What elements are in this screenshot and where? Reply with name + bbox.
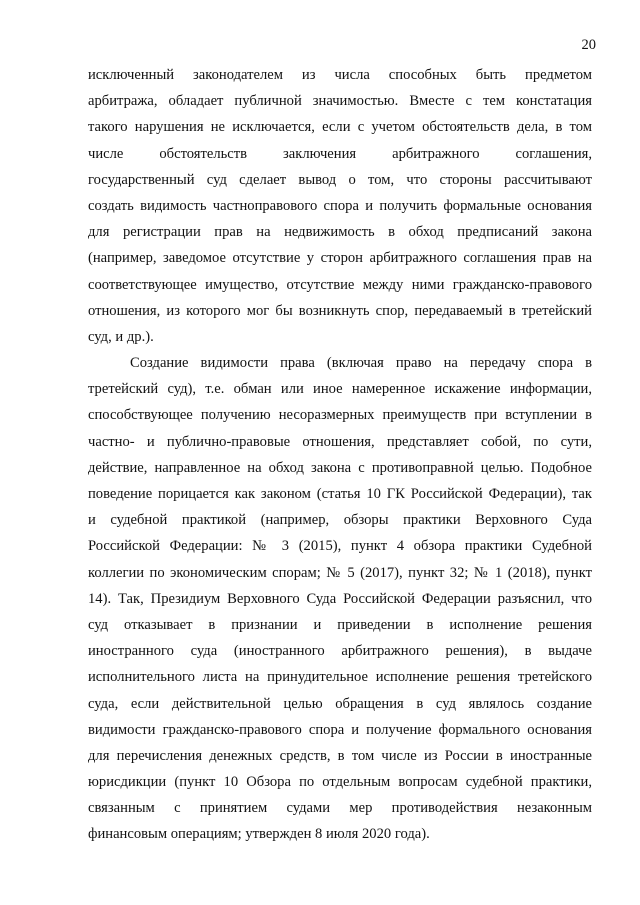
text-line: 14). Так, Президиум Верховного Суда Российской Федерации разъяснил, что <box>88 590 592 607</box>
text-line: такого нарушения не исключается, если с учетом обстоятельств дела, в том <box>88 119 592 136</box>
text-line: действие, направленное на обход закона с противоправной целью. Подобное <box>88 459 592 476</box>
text-line: юрисдикции (пункт 10 Обзора по отдельным вопросам судебной практики, <box>88 774 592 791</box>
text-line: видимости гражданско-правового спора и получение формального основания <box>88 721 592 738</box>
text-line: поведение порицается как законом (статья 10 ГК Российской Федерации), так <box>88 486 592 502</box>
text-line: (например, заведомое отсутствие у сторон арбитражного соглашения прав на <box>88 250 592 267</box>
page-number: 20 <box>581 37 596 53</box>
text-line: коллегии по экономическим спорам; № 5 (2017), пункт 32; № 1 (2018), пункт <box>88 564 592 581</box>
text-line: создать видимость частноправового спора и получить формальные основания <box>88 197 592 214</box>
text-line: Создание видимости права (включая право на передачу спора в <box>130 355 592 372</box>
paragraph-1 <box>88 62 592 350</box>
text-line: Российской Федерации: № 3 (2015), пункт 4 обзора практики Судебной <box>88 538 592 555</box>
text-line: соответствующее имущество, отсутствие между ними гражданско-правового <box>88 276 592 293</box>
text-line: для перечисления денежных средств, в том числе из России в иностранные <box>88 747 592 764</box>
text-line: исполнительного листа на принудительное исполнение решения третейского <box>88 669 592 686</box>
text-line: финансовым операциям; утвержден 8 июля 2020 года). <box>88 826 430 843</box>
document-body <box>88 62 592 848</box>
text-line: исключенный законодателем из числа способных быть предметом <box>88 67 592 83</box>
text-line: третейский суд), т.е. обман или иное намеренное искажение информации, <box>88 381 592 398</box>
text-line: способствующее получению несоразмерных преимуществ при вступлении в <box>88 407 592 424</box>
paragraph-2 <box>88 350 592 848</box>
text-line: суда, если действительной целью обращения в суд являлось создание <box>88 695 592 712</box>
text-line: частно- и публично-правовые отношения, представляет собой, по сути, <box>88 433 592 450</box>
text-line: числе обстоятельств заключения арбитражного соглашения, <box>88 145 592 162</box>
text-line: суд отказывает в признании и приведении в исполнение решения <box>88 616 592 633</box>
text-line: для регистрации прав на недвижимость в обход предписаний закона <box>88 224 592 241</box>
text-line: арбитража, обладает публичной значимостью. Вместе с тем констатация <box>88 93 592 110</box>
text-line: и судебной практикой (например, обзоры практики Верховного Суда <box>88 512 592 529</box>
text-line: связанным с принятием судами мер противодействия незаконным <box>88 800 592 817</box>
text-line: государственный суд сделает вывод о том, что стороны рассчитывают <box>88 171 592 188</box>
text-line: отношения, из которого мог бы возникнуть спор, передаваемый в третейский <box>88 302 592 319</box>
text-line: иностранного суда (иностранного арбитражного решения), в выдаче <box>88 643 592 660</box>
text-line: суд, и др.). <box>88 328 154 345</box>
